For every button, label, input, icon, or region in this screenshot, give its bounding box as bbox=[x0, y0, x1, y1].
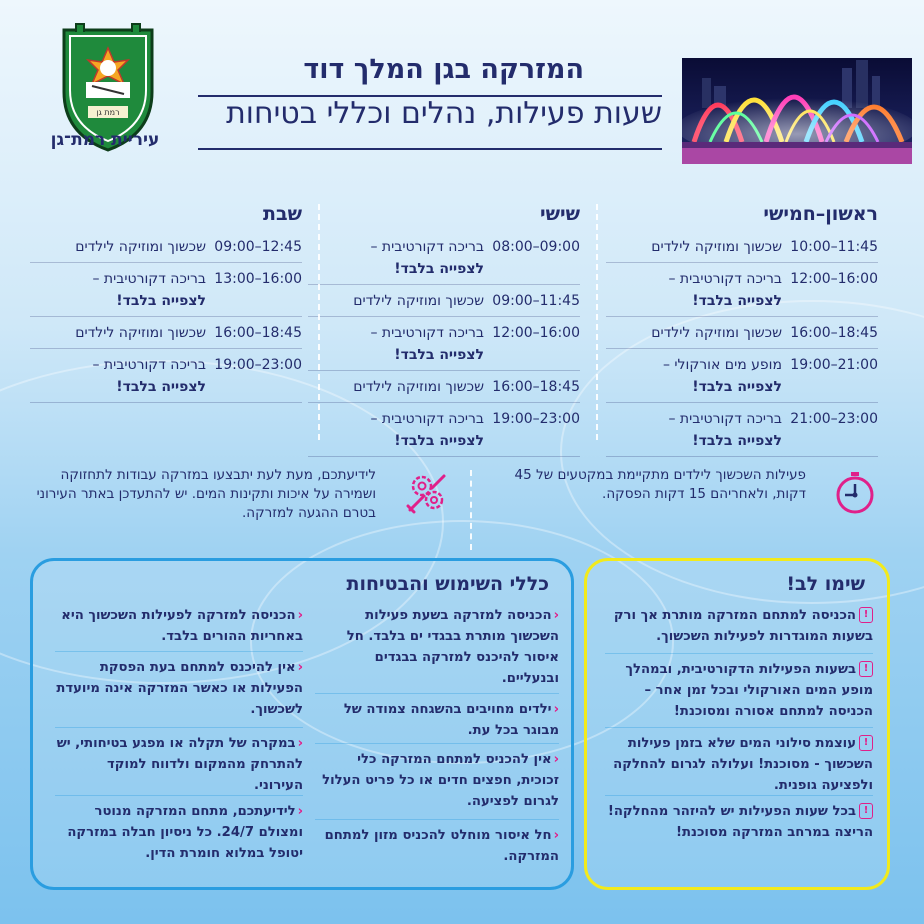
schedule-day-heading: ראשון–חמישי bbox=[763, 203, 878, 225]
schedule-row bbox=[606, 317, 878, 349]
chevron-left-icon: ‹ bbox=[297, 736, 303, 751]
schedule-row bbox=[30, 317, 302, 349]
schedule-time: 08:00–09:00 bbox=[492, 239, 580, 255]
schedule-time: 09:00–11:45 bbox=[492, 293, 580, 309]
schedule-activity: בריכה דקורטיבית – bbox=[92, 357, 206, 373]
schedule-activity-wrap bbox=[308, 376, 484, 398]
rule-item bbox=[315, 825, 559, 867]
break-info-text: פעילות השכשוך לילדים מתקיימת במקטעים של 45 דקות, ולאחריהם 15 דקות הפסקה. bbox=[514, 467, 806, 502]
city-name: עיריית רמת־גן bbox=[50, 130, 160, 150]
schedule-activity: שכשוך ומוזיקה לילדים bbox=[75, 239, 206, 255]
schedule-activity: שכשוך ומוזיקה לילדים bbox=[353, 379, 484, 395]
rule-item bbox=[605, 659, 873, 722]
chevron-left-icon: ‹ bbox=[297, 660, 303, 675]
schedule-row bbox=[308, 403, 580, 457]
gears-wrench-icon bbox=[404, 470, 450, 516]
schedule-divider bbox=[318, 204, 321, 440]
safety-rules-title: כללי השימוש והבטיחות bbox=[346, 573, 549, 595]
chevron-left-icon: ‹ bbox=[553, 828, 559, 843]
rule-divider bbox=[605, 727, 873, 729]
schedule-row bbox=[606, 403, 878, 457]
schedule-activity-wrap bbox=[606, 268, 782, 312]
schedule-sunday-thursday bbox=[606, 203, 878, 457]
rule-item bbox=[315, 749, 559, 812]
view-only-note: לצפייה בלבד! bbox=[394, 347, 484, 363]
break-info bbox=[478, 466, 878, 504]
rule-item bbox=[55, 733, 303, 796]
view-only-note: לצפייה בלבד! bbox=[692, 293, 782, 309]
info-divider bbox=[470, 470, 473, 550]
notice-box bbox=[584, 558, 890, 890]
schedule-time: 16:00–18:45 bbox=[214, 325, 302, 341]
schedule-day-heading: שבת bbox=[263, 203, 302, 225]
rule-divider bbox=[315, 819, 559, 821]
schedule-activity-wrap bbox=[606, 236, 782, 258]
chevron-left-icon: ‹ bbox=[553, 752, 559, 767]
page-title: המזרקה בגן המלך דוד bbox=[303, 54, 584, 85]
schedule-activity: בריכה דקורטיבית – bbox=[370, 411, 484, 427]
schedule-time: 19:00–21:00 bbox=[790, 357, 878, 373]
schedule-row bbox=[30, 349, 302, 403]
rule-divider bbox=[55, 727, 303, 729]
schedule-saturday bbox=[30, 203, 302, 403]
schedule-activity-wrap bbox=[30, 354, 206, 398]
rule-item bbox=[55, 657, 303, 720]
schedule-row bbox=[30, 231, 302, 263]
schedule-time: 19:00–23:00 bbox=[492, 411, 580, 427]
schedule-row bbox=[308, 231, 580, 285]
rule-text: חל איסור מוחלט להכניס מזון למתחם המזרקה. bbox=[324, 828, 559, 864]
schedule-row bbox=[308, 317, 580, 371]
view-only-note: לצפייה בלבד! bbox=[394, 261, 484, 277]
chevron-left-icon: ‹ bbox=[297, 804, 303, 819]
rule-text: במקרה של תקלה או מפגע בטיחותי, יש להתרחק מהמקום ולדווח למוקד העירוני. bbox=[56, 736, 303, 793]
rule-item bbox=[605, 801, 873, 843]
schedule-row bbox=[308, 371, 580, 403]
schedule-activity: בריכה דקורטיבית – bbox=[92, 271, 206, 287]
rule-item bbox=[55, 801, 303, 864]
rule-text: הכניסה למזרקה בשעת פעילות השכשוך מותרת בבגדי ים בלבד. חל איסור להיכנס למזרקה בבגדים ובנעליים. bbox=[346, 608, 559, 686]
schedule-friday bbox=[308, 203, 580, 457]
header-divider bbox=[198, 148, 662, 150]
rule-text: עוצמת סילוני המים שלא בזמן פעילות השכשוך - מסוכנת! ועלולה לגרום להחלקה ולפציעה גופנית. bbox=[613, 736, 873, 793]
rule-item bbox=[315, 605, 559, 689]
schedule-activity: שכשוך ומוזיקה לילדים bbox=[75, 325, 206, 341]
rule-item bbox=[605, 733, 873, 796]
maintenance-info bbox=[30, 466, 450, 523]
schedule-row bbox=[30, 263, 302, 317]
schedule-row bbox=[308, 285, 580, 317]
rule-item bbox=[605, 605, 873, 647]
notice-title: שימו לב! bbox=[786, 573, 865, 595]
schedule-divider bbox=[596, 204, 599, 440]
fountain-illustration bbox=[682, 58, 912, 164]
exclamation-icon: ! bbox=[859, 803, 873, 819]
schedule-time: 16:00–18:45 bbox=[492, 379, 580, 395]
rule-text: הכניסה למזרקה לפעילות השכשוך היא באחריות ההורים בלבד. bbox=[61, 608, 303, 644]
schedule-activity: בריכה דקורטיבית – bbox=[370, 239, 484, 255]
rule-text: אין להכניס למתחם המזרקה כלי זכוכית, חפצים חדים או כל פריט העלול לגרום לפציעה. bbox=[322, 752, 559, 809]
schedule-activity: שכשוך ומוזיקה לילדים bbox=[353, 293, 484, 309]
schedule-time: 12:00–16:00 bbox=[492, 325, 580, 341]
chevron-left-icon: ‹ bbox=[297, 608, 303, 623]
schedule-day-heading: שישי bbox=[539, 203, 580, 225]
schedule-row bbox=[606, 349, 878, 403]
schedule-activity: בריכה דקורטיבית – bbox=[370, 325, 484, 341]
schedule-activity-wrap bbox=[30, 322, 206, 344]
view-only-note: לצפייה בלבד! bbox=[116, 293, 206, 309]
schedule-activity: שכשוך ומוזיקה לילדים bbox=[651, 325, 782, 341]
rule-text: בשעות הפעילות הדקורטיבית, ובמהלך מופע המים האורקולי ובכל זמן אחר – הכניסה למתחם אסורה ומסוכנת! bbox=[625, 662, 873, 719]
rule-divider bbox=[55, 651, 303, 653]
schedule-activity-wrap bbox=[606, 322, 782, 344]
schedule-time: 21:00–23:00 bbox=[790, 411, 878, 427]
rule-divider bbox=[315, 743, 559, 745]
schedule-activity: בריכה דקורטיבית – bbox=[668, 271, 782, 287]
chevron-left-icon: ‹ bbox=[553, 702, 559, 717]
view-only-note: לצפייה בלבד! bbox=[116, 379, 206, 395]
schedule-time: 09:00–12:45 bbox=[214, 239, 302, 255]
exclamation-icon: ! bbox=[859, 661, 873, 677]
rule-divider bbox=[55, 795, 303, 797]
schedule-row bbox=[606, 263, 878, 317]
schedule-time: 12:00–16:00 bbox=[790, 271, 878, 287]
schedule-row bbox=[606, 231, 878, 263]
rule-text: בכל שעות הפעילות יש להיזהר מהחלקה! הריצה במרחב המזרקה מסוכנת! bbox=[607, 804, 873, 840]
rule-text: לידיעתכם, מתחם המזרקה מנוטר ומצולם 24/7. כל ניסיון חבלה במזרקה יטופל במלוא חומרת הדין. bbox=[67, 804, 303, 861]
schedule-activity-wrap bbox=[308, 290, 484, 312]
rule-divider bbox=[315, 693, 559, 695]
schedule-time: 13:00–16:00 bbox=[214, 271, 302, 287]
emblem-shield-text: רמת גן bbox=[96, 108, 120, 117]
safety-rules-box bbox=[30, 558, 574, 890]
schedule-activity-wrap bbox=[308, 408, 484, 452]
page-subtitle: שעות פעילות, נהלים וכללי בטיחות bbox=[226, 96, 662, 131]
rule-text: הכניסה למתחם המזרקה מותרת אך ורק בשעות המוגדרות לפעילות השכשוך. bbox=[613, 608, 873, 644]
schedule-time: 10:00–11:45 bbox=[790, 239, 878, 255]
schedule-time: 16:00–18:45 bbox=[790, 325, 878, 341]
view-only-note: לצפייה בלבד! bbox=[394, 433, 484, 449]
rule-divider bbox=[605, 653, 873, 655]
schedule-activity-wrap bbox=[606, 408, 782, 452]
exclamation-icon: ! bbox=[859, 607, 873, 623]
schedule-activity-wrap bbox=[30, 268, 206, 312]
maintenance-info-text: לידיעתכם, מעת לעת יתבצעו במזרקה עבודות לתחזוקה ושמירה על איכות ותקינות המים. יש להתעדכן באתר העירוני בטרם ההגעה למזרקה. bbox=[36, 467, 376, 521]
view-only-note: לצפייה בלבד! bbox=[692, 433, 782, 449]
rule-item bbox=[55, 605, 303, 647]
schedule-activity-wrap bbox=[308, 236, 484, 280]
chevron-left-icon: ‹ bbox=[553, 608, 559, 623]
schedule-time: 19:00–23:00 bbox=[214, 357, 302, 373]
schedule-activity: מופע מים אורקולי – bbox=[662, 357, 782, 373]
schedule-activity: בריכה דקורטיבית – bbox=[668, 411, 782, 427]
schedule-activity: שכשוך ומוזיקה לילדים bbox=[651, 239, 782, 255]
stopwatch-icon bbox=[832, 470, 878, 516]
schedule-activity-wrap bbox=[308, 322, 484, 366]
rule-text: אין להיכנס למתחם בעת הפסקת הפעילות או כאשר המזרקה אינה מיועדת לשכשוך. bbox=[56, 660, 303, 717]
view-only-note: לצפייה בלבד! bbox=[692, 379, 782, 395]
schedule-activity-wrap bbox=[30, 236, 206, 258]
rule-text: ילדים מחויבים בהשגחה צמודה של מבוגר בכל עת. bbox=[343, 702, 559, 738]
rule-item bbox=[315, 699, 559, 741]
schedule-activity-wrap bbox=[606, 354, 782, 398]
rule-divider bbox=[605, 795, 873, 797]
exclamation-icon: ! bbox=[859, 735, 873, 751]
